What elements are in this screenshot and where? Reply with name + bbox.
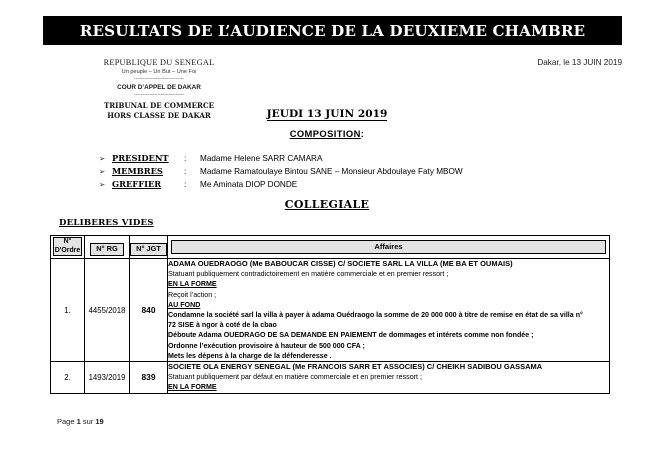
affaire-title: SOCIETE OLA ENERGY SENEGAL (Me FRANCOIS SARR ET ASSOCIES) C/ CHEIKH SADIBOU GASSAMA: [168, 362, 543, 372]
composition-row-greffier: [99, 179, 619, 192]
footer-middle: sur: [80, 417, 96, 426]
column-header-ordre-box: [53, 237, 82, 256]
composition-heading-colon: :: [360, 128, 365, 139]
affaire-subheading: EN LA FORME: [168, 383, 217, 392]
affaire-line: Déboute Adama OUEDRAGO DE SA DEMANDE EN PAIEMENT de dommages et intérets comme non fondée ;: [168, 331, 534, 340]
affaire-line: Mets les dépens à la charge de la défenderesse .: [168, 351, 332, 360]
hearing-date-heading: [0, 108, 654, 120]
composition-label-greffier: GREFFIER: [112, 179, 162, 189]
row-affaire: [168, 362, 610, 394]
composition-colon-president: :: [184, 153, 187, 163]
document-title-banner: [43, 16, 622, 45]
column-header-ordre: [51, 236, 85, 259]
composition-heading-text: COMPOSITION: [289, 128, 361, 139]
composition-label-membres: MEMBRES: [112, 166, 163, 176]
letterhead-tribunal-line-2: HORS CLASSE DE DAKAR: [107, 110, 211, 120]
table-row: [51, 259, 610, 362]
page-footer: [57, 417, 104, 426]
letterhead-divider-1: ------------------------------: [134, 76, 184, 82]
column-header-affaires-box: Affaires: [171, 240, 606, 255]
affaire-subheading: AU FOND: [168, 300, 201, 309]
footer-page-number: 1: [76, 417, 81, 426]
table-header-row: [51, 236, 610, 259]
column-header-affaires: [168, 236, 610, 259]
deliberes-section-heading: [59, 218, 154, 228]
affaire-line: Condamne la société sarl la villa à payer à adama Ouédraogo la somme de 20 000 000 à titre de remise en état de sa villa n°: [168, 311, 583, 320]
footer-total-pages: 19: [95, 417, 104, 426]
column-header-rg-box: N° RG: [90, 243, 123, 256]
composition-row-membres: [99, 166, 619, 179]
affaire-line: Reçoit l’action ;: [168, 290, 217, 299]
collegiale-text: COLLEGIALE: [284, 198, 370, 211]
row-affaire: [168, 259, 610, 362]
row-jgt: 840: [130, 259, 168, 362]
row-ordre: 2.: [51, 362, 85, 394]
letterhead-motto: Un peuple – Un But – Une Foi: [121, 69, 197, 75]
row-rg: 4455/2018: [85, 259, 130, 362]
affaire-line: Statuant publiquement par défaut en matière commerciale et en premier ressort ;: [168, 373, 422, 382]
bullet-arrow-icon: ➢: [99, 180, 106, 189]
affaire-line: Statuant publiquement contradictoirement en matière commerciale et en premier ressort ;: [168, 270, 449, 279]
composition-value-membres: Madame Ramatoulaye Bintou SANE – Monsieur Abdoulaye Faty MBOW: [200, 167, 463, 176]
row-jgt: 839: [130, 362, 168, 394]
column-header-jgt-box: N° JGT: [130, 243, 167, 256]
affaire-subheading: EN LA FORME: [168, 280, 217, 289]
column-header-jgt: [130, 236, 168, 259]
bullet-arrow-icon: ➢: [99, 154, 106, 163]
row-ordre: 1.: [51, 259, 85, 362]
affaire-title: ADAMA OUEDRAOGO (Me BABOUCAR CISSE) C/ SOCIETE SARL LA VILLA (ME BA ET OUMAIS): [168, 259, 513, 268]
affaire-line: 72 SISE à ngor à coté de la cbao: [168, 321, 277, 330]
document-date: Dakar, le 13 JUIN 2019: [537, 58, 622, 67]
composition-colon-greffier: :: [184, 179, 187, 189]
composition-row-president: [99, 153, 619, 166]
column-header-ordre-line2: D'Ordre: [54, 246, 81, 254]
letterhead-divider-2: ------------------------------: [134, 92, 184, 98]
composition-list: [99, 153, 619, 192]
letterhead-tribunal-line-1: TRIBUNAL DE COMMERCE: [103, 101, 215, 110]
letterhead-republic: REPUBLIQUE DU SENEGAL: [103, 58, 215, 67]
results-table: [50, 235, 610, 394]
footer-prefix: Page: [57, 417, 77, 426]
table-row: [51, 362, 610, 394]
row-rg: 1493/2019: [85, 362, 130, 394]
hearing-date-text: JEUDI 13 JUIN 2019: [266, 108, 388, 120]
composition-value-greffier: Me Aminata DIOP DONDE: [200, 180, 298, 189]
composition-label-president: PRESIDENT: [112, 153, 169, 163]
composition-colon-membres: :: [184, 166, 187, 176]
deliberes-section-text: DELIBERES VIDES: [59, 218, 154, 228]
column-header-rg: [85, 236, 130, 259]
composition-heading: [0, 128, 654, 139]
affaire-line: Ordonne l’exécution provisoire à hauteur de 500 000 CFA ;: [168, 341, 365, 350]
composition-value-president: Madame Helene SARR CAMARA: [200, 154, 323, 163]
column-header-ordre-line1: N°: [63, 238, 72, 246]
bullet-arrow-icon: ➢: [99, 167, 106, 176]
collegiale-heading: [0, 198, 654, 211]
document-title: RESULTATS DE L’AUDIENCE DE LA DEUXIEME CHAMBRE: [79, 21, 586, 40]
letterhead-court-of-appeal: COUR D’APPEL DE DAKAR: [117, 84, 201, 91]
